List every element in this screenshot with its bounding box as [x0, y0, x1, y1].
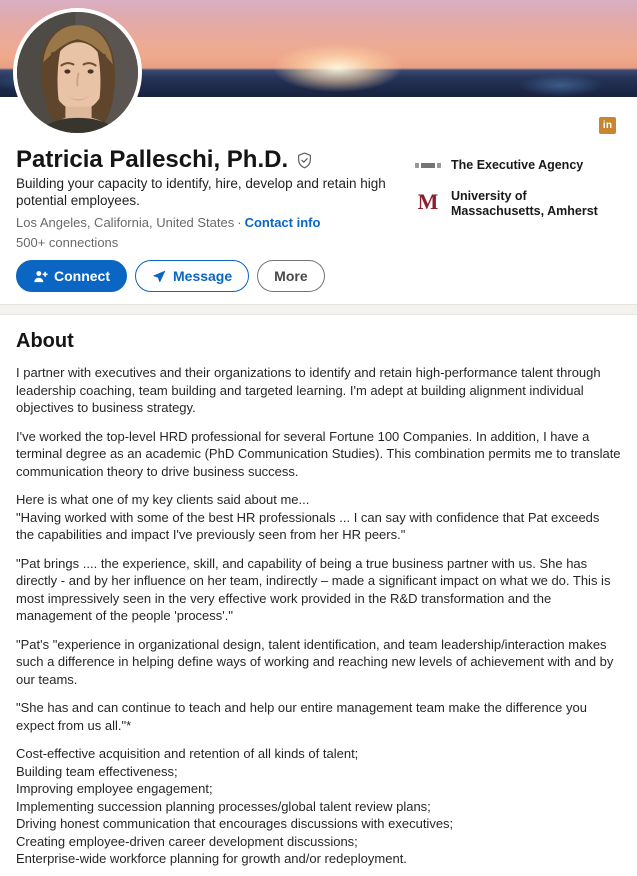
linkedin-premium-badge-icon: in	[599, 117, 616, 134]
umass-m-logo: M	[417, 189, 439, 214]
about-paragraph-list: Cost-effective acquisition and retention of all kinds of talent; Building team effectiveness; Improving employee engagement; Implementing succession planning processes/global talent review plans; Driving honest communication that encourages discussions with executives; Creating employee-driven career development discussions; Enterprise-wide workforce planning for growth and/or redeployment.	[16, 746, 454, 866]
affiliation-school-name: University of Massachusetts, Amherst	[451, 189, 598, 218]
profile-info	[0, 97, 637, 304]
affiliation-school[interactable]	[415, 189, 623, 219]
send-icon	[152, 269, 167, 284]
separator-dot: ·	[237, 215, 242, 230]
affiliation-company[interactable]	[415, 152, 623, 178]
about-paragraph: "Pat's "experience in organizational design, talent identification, and team leadership/interaction makes such a difference in helping define ways of working and reaching new levels of achievement with and by our teams.	[16, 636, 614, 687]
profile-card	[0, 0, 637, 304]
about-text	[16, 364, 621, 868]
more-button-label: More	[274, 268, 308, 284]
about-paragraph: I partner with executives and their organizations to identify and retain high-performance talent through leadership coaching, team building and targeted learning. I'm adept at building alignment individual objectives to business strategy.	[16, 365, 601, 415]
executive-agency-logo	[415, 152, 441, 178]
connections-count[interactable]: 500+ connections	[16, 235, 119, 250]
contact-info-link[interactable]: Contact info	[244, 215, 321, 230]
about-paragraph: "She has and can continue to teach and help our entire management team make the difference you expect from us all."*	[16, 700, 587, 733]
affiliations	[415, 152, 623, 219]
more-button[interactable]	[257, 260, 324, 292]
message-button-label: Message	[173, 268, 233, 284]
profile-name: Patricia Palleschi, Ph.D.	[16, 146, 289, 173]
profile-headline: Building your capacity to identify, hire, develop and retain high potential employees.	[16, 176, 386, 208]
about-paragraph: Here is what one of my key clients said about me... "Having worked with some of the best HR professionals ... I can say with confidence that Pat exceeds the capabilities and impact I've previously seen from her HR peers."	[16, 492, 600, 542]
action-buttons	[16, 260, 621, 292]
location-text: Los Angeles, California, United States	[16, 215, 235, 230]
verified-shield-icon[interactable]	[295, 151, 314, 170]
about-paragraph: I've worked the top-level HRD professional for several Fortune 100 Companies. In addition, I have a terminal degree as an academic (PhD Communication Studies). This combination permits me to translate communication theory to drive business success.	[16, 428, 621, 479]
connect-button-label: Connect	[54, 268, 110, 284]
connect-button[interactable]	[16, 260, 127, 292]
about-title: About	[16, 330, 74, 352]
person-add-icon	[33, 269, 48, 284]
message-button[interactable]	[135, 260, 249, 292]
about-section	[0, 315, 637, 876]
affiliation-company-name: The Executive Agency	[451, 157, 584, 172]
about-paragraph: "Pat brings .... the experience, skill, and capability of being a true business partner with us. She has directly - and by her influence on her team, indirectly – made a significant impact on what we do. This is most impressively seen in the very effective work provided in the R&D transformation and the management of the people 'process'."	[16, 555, 611, 623]
section-divider	[0, 304, 637, 315]
